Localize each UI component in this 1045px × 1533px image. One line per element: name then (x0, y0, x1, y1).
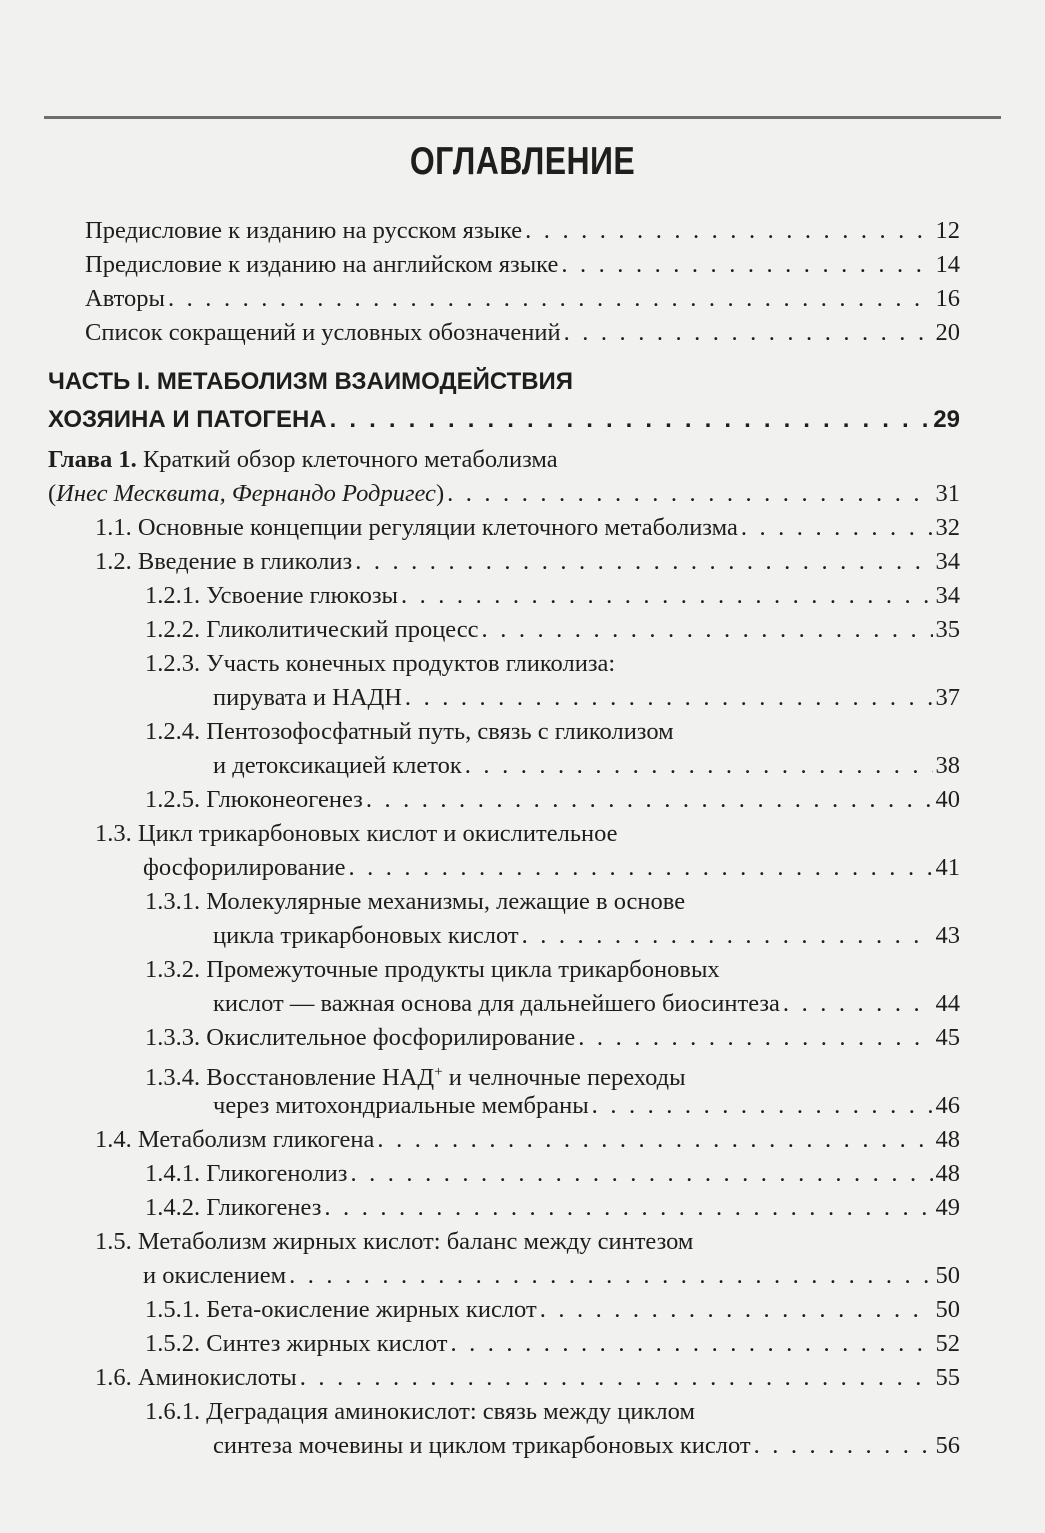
toc-line (145, 951, 960, 989)
toc-entry-title (145, 611, 479, 649)
toc-entry-title (213, 917, 519, 955)
toc-entry-text: 1.1. Основные концепции регуляции клеточного метаболизма (95, 514, 738, 541)
page-number: 41 (935, 854, 960, 881)
dot-leader (540, 1291, 933, 1329)
toc-entry-text: 1.5.2. Синтез жирных кислот (145, 1330, 448, 1357)
page-number: 40 (935, 786, 960, 813)
toc-entry-title (143, 849, 345, 887)
toc-entry-title (213, 985, 780, 1023)
toc-line (48, 363, 960, 401)
toc-entry-text: 1.4.1. Гликогенолиз (145, 1160, 348, 1187)
dot-leader (592, 1087, 933, 1125)
page-number: 38 (935, 752, 960, 779)
toc-entry-title (95, 1121, 374, 1159)
toc-entry-title (48, 401, 327, 439)
toc-line (145, 1053, 960, 1091)
toc-entry-text: синтеза мочевины и циклом трикарбоновых кислот (213, 1432, 751, 1459)
toc-entry-title (145, 1325, 447, 1363)
toc-entry-text: 1.2. Введение в гликолиз (95, 548, 353, 575)
toc-entry-title (48, 475, 444, 513)
toc-entry-text: Предисловие к изданию на русском языке (85, 217, 523, 244)
toc-entry-text: Авторы (85, 285, 165, 312)
dot-leader (348, 849, 932, 887)
toc-entry-text: фосфорилирование (143, 854, 346, 881)
toc-line-with-page (85, 280, 960, 318)
toc-entry-text: через митохондриальные мембраны (213, 1092, 589, 1119)
toc-line (145, 883, 960, 921)
page-number: 43 (935, 922, 960, 949)
page-number: 34 (935, 582, 960, 609)
toc-entry-title (143, 1257, 286, 1295)
page-number: 49 (935, 1194, 960, 1221)
toc-entry-title (145, 1398, 695, 1425)
toc-entry-text: цикла трикарбоновых кислот (213, 922, 519, 949)
toc-entry-text: 1.3. Цикл трикарбоновых кислот и окислительное (95, 820, 618, 847)
toc-entry-text: 1.4.2. Гликогенез (145, 1194, 322, 1221)
toc-entry-text: ЧАСТЬ I. МЕТАБОЛИЗМ ВЗАИМОДЕЙСТВИЯ (48, 368, 574, 395)
toc-line-with-page (95, 543, 960, 581)
dot-leader (300, 1359, 933, 1397)
toc-entry-title (145, 781, 363, 819)
dot-leader (450, 1325, 932, 1363)
toc-entry-title (213, 1427, 751, 1465)
dot-leader (377, 1121, 932, 1159)
dot-leader (578, 1019, 932, 1057)
toc-entry-text: пирувата и НАДН (213, 684, 402, 711)
dot-leader (366, 781, 933, 819)
toc-entry-title (85, 246, 558, 284)
toc-line-with-page (213, 917, 960, 955)
toc-line-with-page (143, 1257, 960, 1295)
page-number: 46 (935, 1092, 960, 1119)
dot-leader (355, 543, 932, 581)
page-number: 37 (935, 684, 960, 711)
toc-entry-title (85, 280, 165, 318)
page-number: 34 (935, 548, 960, 575)
toc-entry-text: 1.4. Метаболизм гликогена (95, 1126, 375, 1153)
toc-entry-title (145, 1155, 347, 1193)
dot-leader (350, 1155, 932, 1193)
toc-entry-text: 1.6.1. Деградация аминокислот: связь между циклом (145, 1398, 695, 1425)
toc-line-with-page (145, 1325, 960, 1363)
toc-entry-text: 1.5.1. Бета-окисление жирных кислот (145, 1296, 537, 1323)
toc-line-with-page (213, 747, 960, 785)
page-number: 50 (935, 1296, 960, 1323)
page-title: ОГЛАВЛЕНИЕ (409, 140, 636, 183)
toc-entry-text: 1.2.2. Гликолитический процесс (145, 616, 479, 643)
toc-entry-text: 1.2.1. Усвоение глюкозы (145, 582, 398, 609)
toc-entry-text: 1.6. Аминокислоты (95, 1364, 297, 1391)
toc-entry-title (145, 1291, 537, 1329)
toc-line-with-page (95, 1359, 960, 1397)
toc-line-with-page (145, 1155, 960, 1193)
page-number: 45 (935, 1024, 960, 1051)
dot-leader (754, 1427, 933, 1465)
toc-entry-text: и окислением (143, 1262, 287, 1289)
toc-line-with-page (95, 509, 960, 547)
toc-entry-title (95, 543, 352, 581)
toc-entry-title (145, 1189, 321, 1227)
page-number: 12 (935, 217, 960, 244)
toc-line (95, 1223, 960, 1261)
toc-entry-text: 1.5. Метаболизм жирных кислот: баланс между синтезом (95, 1228, 694, 1255)
dot-leader (465, 747, 933, 785)
toc-line-with-page (85, 212, 960, 250)
toc-entry-text: ХОЗЯИНА И ПАТОГЕНА (48, 406, 327, 433)
toc-line-with-page (48, 401, 960, 439)
dot-leader (525, 212, 932, 250)
dot-leader (561, 246, 932, 284)
toc-entry-title (48, 368, 573, 395)
dot-leader (401, 577, 933, 615)
toc-line-with-page (85, 314, 960, 352)
toc-entry-title (145, 956, 720, 983)
toc-entry-title (145, 650, 615, 677)
toc-entry-text: и челночные переходы (442, 1064, 686, 1092)
toc-entry-title (213, 747, 462, 785)
toc-entry-text: кислот — важная основа для дальнейшего биосинтеза (213, 990, 780, 1017)
page-number: 29 (933, 406, 960, 433)
dot-leader (783, 985, 933, 1023)
toc-line-with-page (95, 1121, 960, 1159)
toc-entry-title (145, 577, 398, 615)
dot-leader (168, 280, 933, 318)
toc-line-with-page (145, 1019, 960, 1057)
toc-entry-title (95, 1359, 297, 1397)
toc-entry-title (145, 1019, 575, 1057)
toc-line (95, 815, 960, 853)
page-number: 31 (935, 480, 960, 507)
toc-entry-text: Предисловие к изданию на английском языке (85, 251, 559, 278)
toc-line-with-page (48, 475, 960, 513)
dot-leader (324, 1189, 932, 1227)
toc-entry-title (95, 509, 738, 547)
dot-leader (330, 401, 931, 439)
toc-entry-text: 1.2.3. Участь конечных продуктов гликолиза: (145, 650, 616, 677)
page-number: 48 (935, 1126, 960, 1153)
chapter-authors: (Инес Месквита, Фернандо Родригес) (48, 480, 445, 507)
toc-entry-title (213, 1087, 589, 1125)
toc-entry-title (95, 1228, 693, 1255)
toc-line-with-page (145, 1189, 960, 1227)
page-number: 44 (935, 990, 960, 1017)
dot-leader (405, 679, 933, 717)
chapter-title: Краткий обзор клеточного метаболизма (136, 446, 558, 473)
page-number: 50 (935, 1262, 960, 1289)
dot-leader (522, 917, 933, 955)
toc-line-with-page (213, 1087, 960, 1125)
toc-entry-text: 1.2.4. Пентозофосфатный путь, связь с гликолизом (145, 718, 674, 745)
toc-entry-text: 1.2.5. Глюконеогенез (145, 786, 363, 813)
toc-entry-title (85, 212, 522, 250)
toc-line-with-page (143, 849, 960, 887)
toc-entry-title (48, 446, 558, 473)
toc-line-with-page (85, 246, 960, 284)
toc-entry-text: 1.3.3. Окислительное фосфорилирование (145, 1024, 576, 1051)
toc-line-with-page (145, 577, 960, 615)
page-number: 32 (935, 514, 960, 541)
toc-line (48, 441, 960, 479)
dot-leader (741, 509, 933, 547)
toc-entry-text: 1.3.2. Промежуточные продукты цикла трикарбоновых (145, 956, 720, 983)
toc-line-with-page (213, 985, 960, 1023)
toc-entry-title (145, 888, 685, 915)
page-number: 14 (935, 251, 960, 278)
toc-line-with-page (145, 781, 960, 819)
dot-leader (289, 1257, 932, 1295)
toc-entry-title (213, 679, 402, 717)
toc-line-with-page (213, 1427, 960, 1465)
dot-leader (482, 611, 933, 649)
page-number: 20 (935, 319, 960, 346)
toc-line (145, 1393, 960, 1431)
toc-entry-title (95, 820, 618, 847)
page-number: 16 (935, 285, 960, 312)
toc-entry-text: и детоксикацией клеток (213, 752, 462, 779)
toc-entry-text: Список сокращений и условных обозначений (85, 319, 561, 346)
toc-line-with-page (145, 1291, 960, 1329)
dot-leader (447, 475, 932, 513)
toc-line-with-page (145, 611, 960, 649)
page-number: 56 (935, 1432, 960, 1459)
dot-leader (564, 314, 933, 352)
page-number: 48 (935, 1160, 960, 1187)
toc-entry-text: 1.3.4. Восстановление НАД (145, 1064, 435, 1092)
page-number: 35 (935, 616, 960, 643)
toc-entry-title (145, 718, 674, 745)
toc-line (145, 713, 960, 751)
toc-entry-title (85, 314, 561, 352)
toc-line-with-page (213, 679, 960, 717)
page-number: 55 (935, 1364, 960, 1391)
toc-entry-text: 1.3.1. Молекулярные механизмы, лежащие в основе (145, 888, 686, 915)
chapter-prefix: Глава 1. (48, 446, 137, 473)
superscript: + (434, 1064, 443, 1080)
toc-line (145, 645, 960, 683)
page-number: 52 (935, 1330, 960, 1357)
